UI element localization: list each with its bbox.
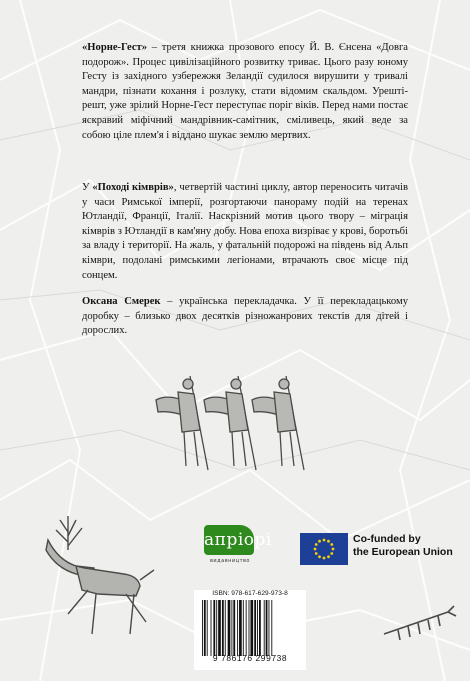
warriors-illustration [150,370,330,472]
barcode-bar [222,600,224,656]
eu-star [314,548,317,551]
eu-funding-line-2: the European Union [353,546,453,558]
eu-flag-field [300,533,348,565]
barcode-bar [264,600,265,656]
barcode-bar [257,600,258,656]
eu-star [318,555,321,558]
isbn-label: ISBN: 978-617-629-973-8 [212,590,288,597]
barcode-number: 9 786176 299738 [212,653,288,663]
paragraph-2-text: , четвертій частині циклу, автор переносить читачів у часи Римської імперії, розгортаючи панораму подій на теренах Ютландії, Франції, Італії. Наскрізний мотив цього твору – міграція кімврів з Ютландії в кам'яну добу. Нова епоха визріває у крові, боротьбі за владу і території. На жаль, у фатальній подорожі на південь від Альп кімври, подолані римськими легіонами, втрачають своє місце під сонцем. [82,182,408,281]
eu-star [327,540,330,543]
eu-star [330,552,333,555]
barcode-bar [249,600,250,656]
barcode-bar [218,600,221,656]
translator-name: Оксана Смерек [82,296,161,307]
barcode-bar [213,600,215,656]
barcode-bar [239,600,242,656]
barcode-bar [254,600,256,656]
barcode-icon [200,600,300,656]
annotation-paragraph-1 [82,41,408,143]
eu-funding-label [353,533,463,559]
barcode-bar [266,600,268,656]
isbn-barcode-block [194,590,306,670]
barcode-bar [269,600,270,656]
barcode-bar [271,600,272,656]
barcode-bar [216,600,217,656]
eu-funding-line-1: Co-funded by [353,533,421,545]
eu-star [318,540,321,543]
barcode-bar [207,600,208,656]
barcode-bar [225,600,226,656]
publisher-logo-subtitle: видавництво [209,558,250,564]
fish-figurine-illustration [378,600,458,650]
warrior-figure [204,376,256,470]
annotation-paragraph-2 [82,181,408,283]
barcode-bar [202,600,203,656]
barcode-bar [243,600,244,656]
eu-star [315,552,318,555]
eu-star [330,543,333,546]
barcode-bar [233,600,235,656]
barcode-bar [231,600,232,656]
book-title-pokhid-kimvriv: «Поході кімврів» [92,182,174,193]
eu-star [332,548,335,551]
translator-text: – українська перекладачка. У її перекладацькому доробку – близько двох десятків різножанрових текстів для дітей і дорослих. [82,296,408,337]
barcode-bar [211,600,212,656]
translator-paragraph [82,295,408,339]
barcode-bar [246,600,247,656]
barcode-bar [259,600,261,656]
barcode-bar [204,600,206,656]
eu-star [323,539,326,542]
deer-figurine-illustration [38,510,168,640]
eu-flag-icon [300,533,348,565]
warrior-figure [252,376,304,470]
eu-star [327,555,330,558]
eu-star [323,557,326,560]
barcode-bar [237,600,238,656]
barcode-bar [250,600,253,656]
paragraph-2-prefix: У [82,182,93,193]
book-title-norne-gest: «Норне-Гест» [82,42,148,53]
eu-star [315,543,318,546]
barcode-bar [228,600,231,656]
paragraph-1-text: – третя книжка прозового епосу Й. В. Єнсена «Довга подорож». Процес цивілізаційного розвитку триває. Цього разу юному Гесту із західного узбережжя Зеландії судилося вирушити у тривалі мандри, пізнати кохання і розлуку, стати відомим скальдом. Урешті-решт, уже зрілий Норне-Гест переступає поріг віків. Перед нами постає яскравий міфічний мандрівник-самітник, сміливець, який веде за собою ціле плем'я і віддано шукає землю мертвих. [82,42,408,141]
publisher-logo [200,525,272,571]
warrior-figure [156,376,208,470]
publisher-logo-mark: апріорі [204,525,254,555]
